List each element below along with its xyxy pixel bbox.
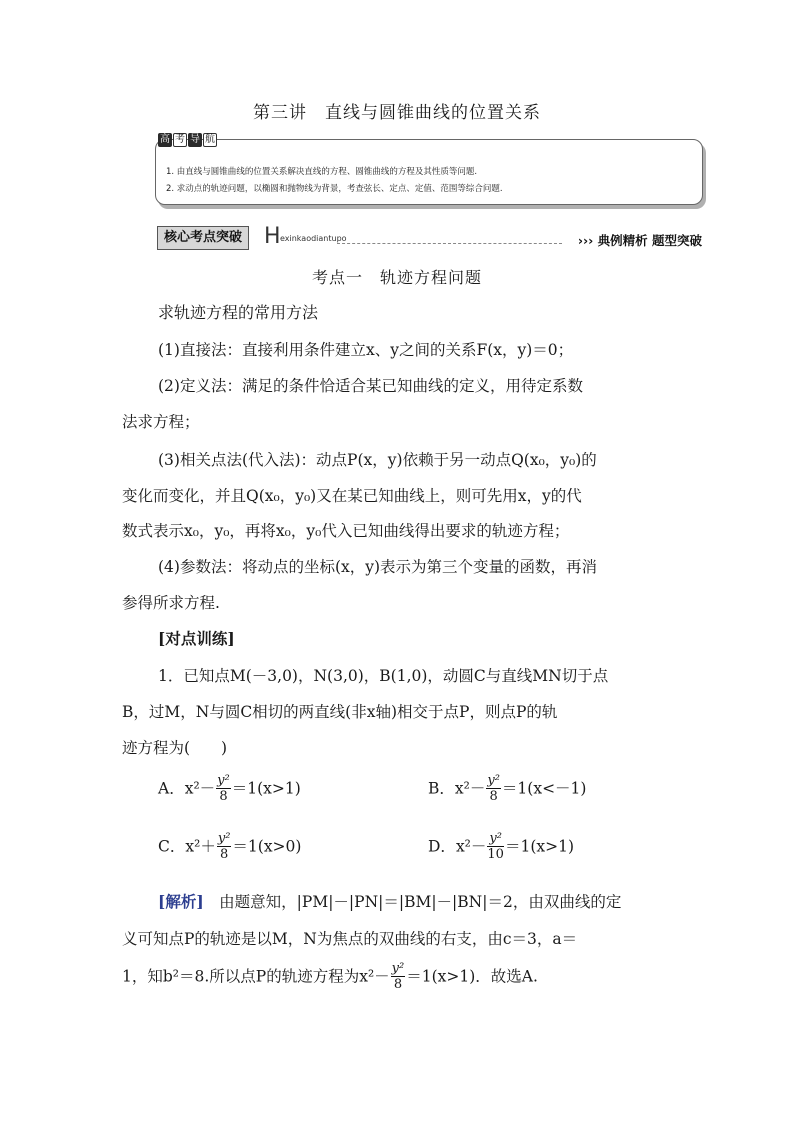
option-label: B． <box>428 779 455 798</box>
question-line: B，过M，N与圆C相切的两直线(非x轴)相交于点P，则点P的轨 <box>122 703 558 721</box>
fraction <box>486 774 501 805</box>
analysis-text: ＝1(x>1)．故选A. <box>406 967 538 986</box>
method-line: 数式表示x₀，y₀，再将x₀，y₀代入已知曲线得出要求的轨迹方程； <box>122 522 570 540</box>
fraction-numerator: y² <box>487 773 500 788</box>
fraction <box>391 962 406 993</box>
fraction-denominator: 10 <box>487 847 504 862</box>
option-d <box>428 832 574 863</box>
option-expr: ＝1(x>1) <box>504 837 574 856</box>
option-expr: ＝1(x<－1) <box>501 779 587 798</box>
guide-line: 1. 由直线与圆锥曲线的位置关系解决直线的方程、圆锥曲线的方程及其性质等问题. <box>166 167 478 177</box>
analysis-line <box>122 962 538 993</box>
option-label: D． <box>428 837 456 856</box>
guide-tag-char: 航 <box>205 134 215 145</box>
fraction-denominator: 8 <box>219 847 229 862</box>
fraction <box>217 832 232 863</box>
guide-tag-char: 考 <box>175 134 185 145</box>
training-label: [对点训练] <box>158 629 235 648</box>
method-line: 变化而变化，并且Q(x₀，y₀)又在某已知曲线上，则可先用x，y的代 <box>122 487 582 505</box>
method-heading: 求轨迹方程的常用方法 <box>158 303 319 322</box>
fraction-denominator: 8 <box>393 977 403 992</box>
fraction-denominator: 8 <box>489 789 498 804</box>
fraction-numerator: y² <box>391 961 405 976</box>
lecture-title: 第三讲 直线与圆锥曲线的位置关系 <box>253 103 541 123</box>
option-label: A． <box>158 779 185 798</box>
option-expr: x²－ <box>454 779 486 798</box>
analysis-line: 义可知点P的轨迹是以M，N为焦点的双曲线的右支，由c＝3，a＝ <box>122 930 578 948</box>
section-right-label: ››› 典例精析 题型突破 <box>577 233 702 248</box>
question-line: 1．已知点M(－3,0)，N(3,0)，B(1,0)，动圆C与直线MN切于点 <box>158 667 609 685</box>
analysis-text: 由题意知，|PM|－|PN|＝|BM|－|BN|＝2，由双曲线的定 <box>203 893 622 911</box>
option-b <box>428 774 586 805</box>
option-c <box>158 832 301 863</box>
method-line: 法求方程； <box>122 413 200 431</box>
option-expr: ＝1(x>1) <box>231 779 301 798</box>
section-letter: H <box>264 224 281 249</box>
guide-line: 2. 求动点的轨迹问题，以椭圆和抛物线为背景，考查弦长、定点、定值、范围等综合问题. <box>166 184 503 194</box>
option-expr: x²＋ <box>185 837 216 856</box>
method-line: 参得所求方程. <box>122 594 220 612</box>
method-line: (2)定义法：满足的条件恰适合某已知曲线的定义，用待定系数 <box>158 377 583 395</box>
option-expr: x²－ <box>184 779 216 798</box>
option-a <box>158 774 301 805</box>
question-line: 迹方程为( ) <box>122 739 228 757</box>
option-label: C． <box>158 837 186 856</box>
option-expr: ＝1(x>0) <box>232 837 302 856</box>
fraction <box>216 774 231 805</box>
method-line: (1)直接法：直接利用条件建立x、y之间的关系F(x，y)＝0； <box>158 341 574 359</box>
section-bar <box>157 226 702 250</box>
analysis-line <box>158 892 621 912</box>
fraction-numerator: y² <box>489 831 502 846</box>
fraction <box>487 832 504 863</box>
section-pinyin: exinkaodiantupo <box>280 234 347 243</box>
method-line: (3)相关点法(代入法)：动点P(x，y)依赖于另一动点Q(x₀，y₀)的 <box>158 451 597 469</box>
fraction-denominator: 8 <box>219 789 228 804</box>
option-expr: x²－ <box>455 837 487 856</box>
analysis-text: 1，知b²＝8.所以点P的轨迹方程为x²－ <box>122 967 390 986</box>
guide-tag-char: 导 <box>190 134 200 145</box>
guide-tag <box>158 133 217 147</box>
fraction-numerator: y² <box>217 773 230 788</box>
fraction-numerator: y² <box>217 831 231 846</box>
section-divider <box>337 243 562 244</box>
analysis-tag: [解析] <box>158 892 204 911</box>
method-line: (4)参数法：将动点的坐标(x，y)表示为第三个变量的函数，再消 <box>158 558 598 576</box>
guide-tag-char: 高 <box>160 134 170 145</box>
section-badge: 核心考点突破 <box>157 226 249 250</box>
point-title: 考点一 轨迹方程问题 <box>311 268 482 287</box>
